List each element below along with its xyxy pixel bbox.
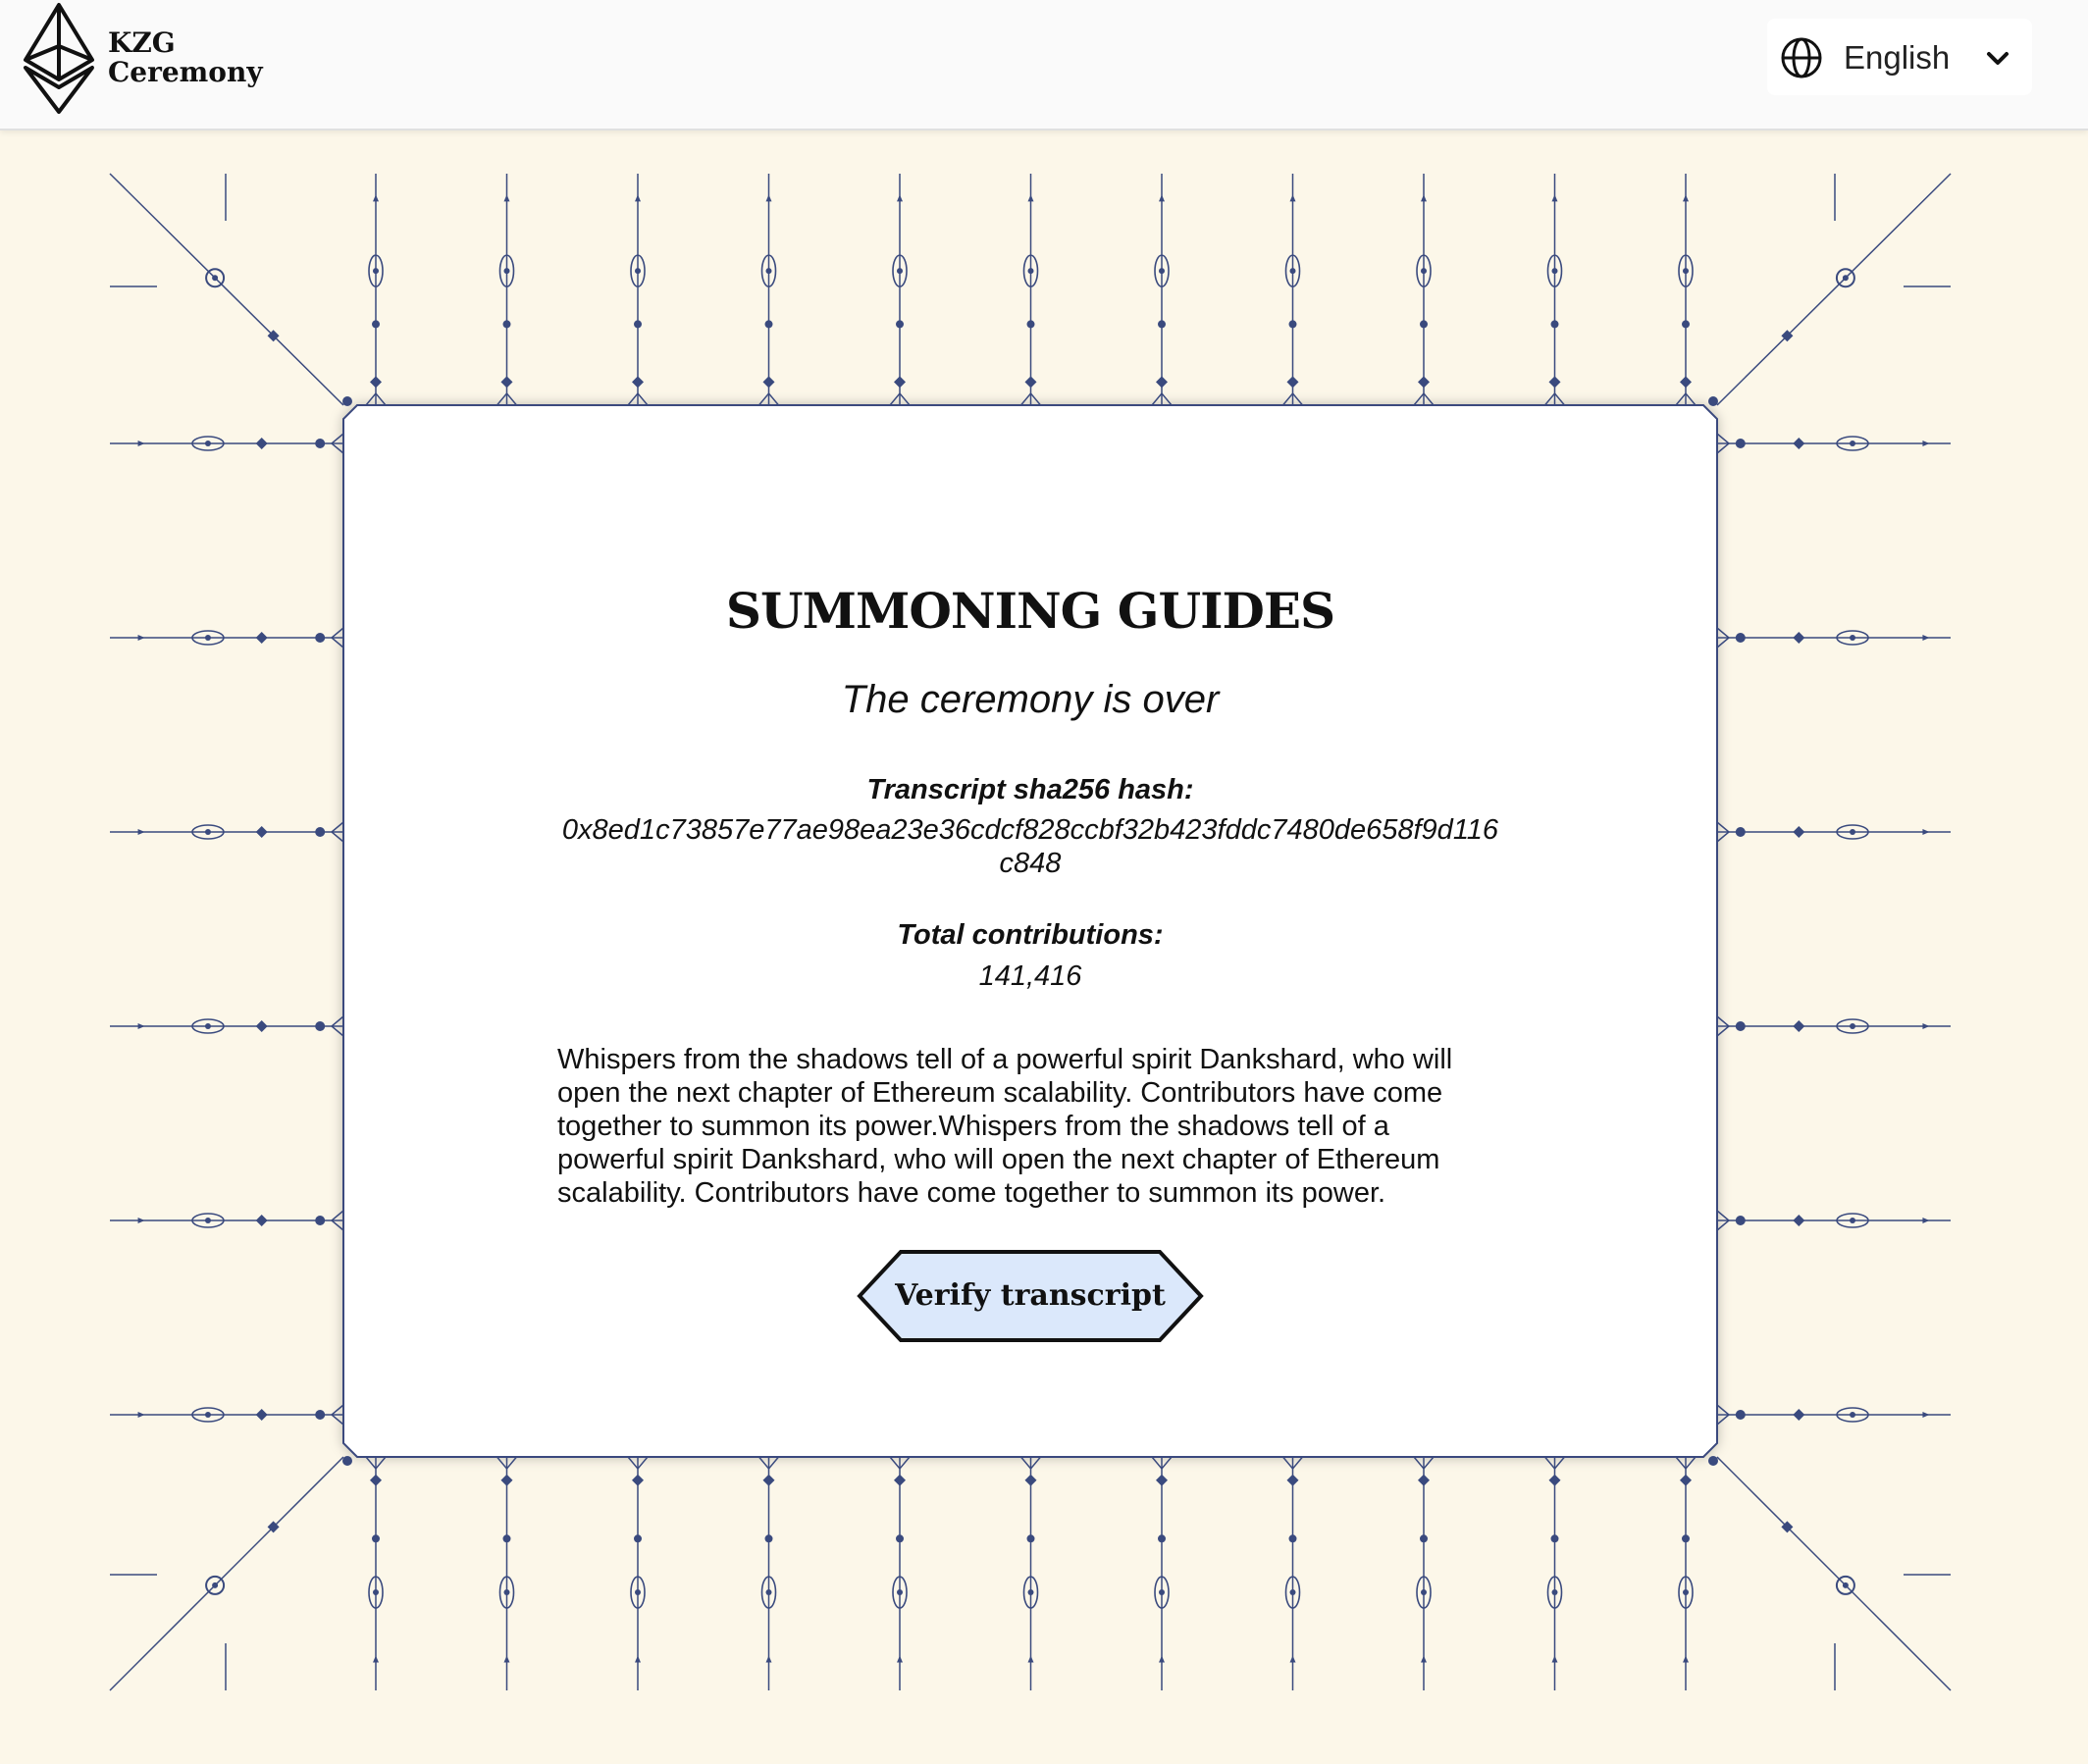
description-text: Whispers from the shadows tell of a powerful spirit Dankshard, who will open the next chapter of Ethereum scalability. Contributors have come together to summon its power.Whispers from the shadows tell of a powerful spirit Dankshard, who will open the next chapter of Ethereum scalability. Contributors have come together to summon its power. bbox=[557, 1044, 1453, 1209]
ceremony-card bbox=[343, 405, 1717, 1457]
verify-button-label: Verify transcript bbox=[895, 1278, 1166, 1313]
logo-line-ceremony: Ceremony bbox=[108, 56, 263, 88]
language-selector[interactable] bbox=[1767, 19, 2032, 95]
ceremony-status: The ceremony is over bbox=[841, 678, 1220, 721]
top-bar bbox=[0, 0, 2088, 130]
globe-icon bbox=[1780, 36, 1823, 79]
verify-transcript-button[interactable] bbox=[856, 1249, 1205, 1343]
logo-line-kzg: KZG bbox=[108, 26, 176, 59]
contributions-value: 141,416 bbox=[978, 960, 1082, 992]
contributions-label: Total contributions: bbox=[897, 919, 1164, 951]
language-label: English bbox=[1844, 39, 1951, 76]
chevron-down-icon bbox=[1983, 44, 2012, 74]
kzg-logo[interactable] bbox=[22, 0, 263, 116]
logo-text bbox=[108, 28, 263, 87]
hash-label: Transcript sha256 hash: bbox=[866, 774, 1194, 805]
page-title: SUMMONING GUIDES bbox=[725, 582, 1335, 640]
ethereum-diamond-icon bbox=[22, 1, 96, 115]
hash-value: 0x8ed1c73857e77ae98ea23e36cdcf828ccbf32b423fddc7480de658f9d116c848 bbox=[561, 814, 1499, 879]
